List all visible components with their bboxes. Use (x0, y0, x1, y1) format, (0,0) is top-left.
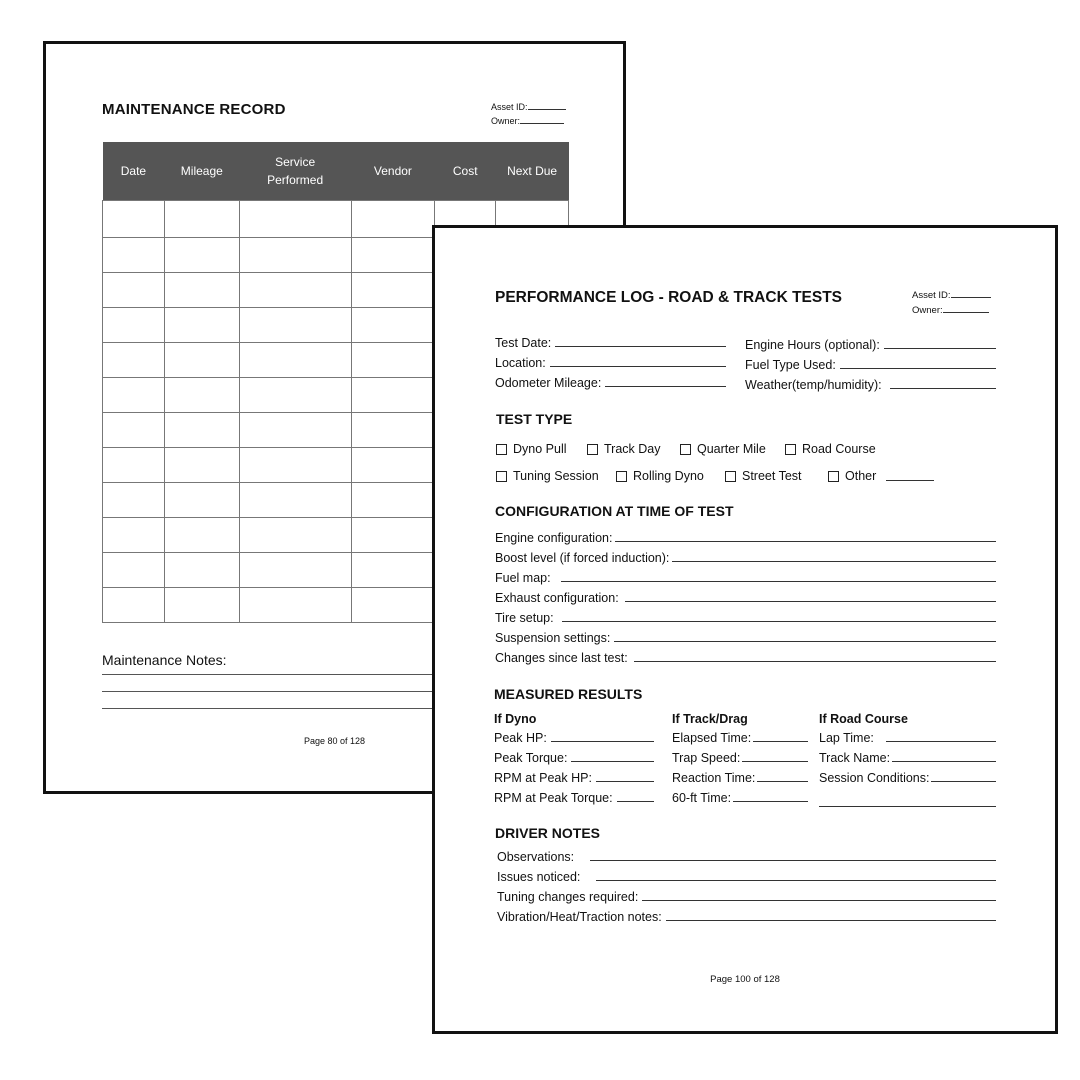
table-cell[interactable] (164, 378, 239, 413)
table-cell[interactable] (351, 378, 435, 413)
field-label: Exhaust configuration: (495, 591, 619, 605)
configuration-field[interactable] (495, 651, 996, 665)
drag-result-field[interactable] (672, 731, 808, 745)
column-header: Service Performed (239, 142, 351, 201)
road-result-field[interactable] (819, 751, 996, 765)
configuration-field[interactable] (495, 571, 996, 585)
field-label: Weather(temp/humidity): (745, 378, 882, 392)
field-label: Fuel map: (495, 571, 551, 585)
table-cell[interactable] (239, 201, 351, 238)
checkbox-label: Quarter Mile (697, 442, 766, 456)
table-cell[interactable] (239, 413, 351, 448)
table-cell[interactable] (103, 308, 165, 343)
field-label: Engine configuration: (495, 531, 613, 545)
checkbox-label: Tuning Session (513, 469, 599, 483)
field-label: Changes since last test: (495, 651, 628, 665)
table-cell[interactable] (239, 378, 351, 413)
field-label: Boost level (if forced induction): (495, 551, 670, 565)
table-cell[interactable] (164, 413, 239, 448)
results-heading: MEASURED RESULTS (494, 686, 643, 702)
field-label: Peak Torque: (494, 751, 568, 765)
page-title: PERFORMANCE LOG - ROAD & TRACK TESTS (495, 289, 843, 306)
road-result-field[interactable] (819, 771, 996, 785)
table-cell[interactable] (239, 553, 351, 588)
drag-column-heading: If Track/Drag (672, 712, 748, 726)
column-header: Next Due (496, 142, 569, 201)
configuration-field[interactable] (495, 551, 996, 565)
table-cell[interactable] (164, 201, 239, 238)
driver-notes-field[interactable] (497, 890, 996, 904)
checkbox-label: Rolling Dyno (633, 469, 704, 483)
checkbox-road-course[interactable] (785, 442, 876, 456)
table-cell[interactable] (351, 518, 435, 553)
field-label: Reaction Time: (672, 771, 756, 785)
field-label: Fuel Type Used: (745, 358, 836, 372)
asset-id-field (912, 288, 991, 301)
checkbox-icon[interactable] (680, 444, 691, 455)
checkbox-other[interactable] (828, 469, 934, 483)
table-cell[interactable] (164, 483, 239, 518)
configuration-field[interactable] (495, 591, 996, 605)
table-cell[interactable] (239, 308, 351, 343)
table-cell[interactable] (351, 273, 435, 308)
field-label: Issues noticed: (497, 870, 581, 884)
test-date-field[interactable] (495, 336, 726, 350)
table-cell[interactable] (351, 588, 435, 623)
table-cell[interactable] (103, 343, 165, 378)
configuration-heading: CONFIGURATION AT TIME OF TEST (495, 503, 734, 519)
road-column-heading: If Road Course (819, 712, 908, 726)
table-cell[interactable] (103, 201, 165, 238)
driver-notes-heading: DRIVER NOTES (495, 825, 601, 841)
checkbox-icon[interactable] (616, 471, 627, 482)
field-label: RPM at Peak Torque: (494, 791, 613, 805)
checkbox-label: Street Test (742, 469, 802, 483)
driver-notes-field[interactable] (497, 870, 996, 884)
dyno-result-field[interactable] (494, 751, 654, 765)
table-cell[interactable] (164, 308, 239, 343)
configuration-field[interactable] (495, 631, 996, 645)
field-label: Vibration/Heat/Traction notes: (497, 910, 662, 924)
asset-id-label: Asset ID: (491, 102, 528, 112)
column-header: Vendor (351, 142, 435, 201)
dyno-result-field[interactable] (494, 791, 654, 805)
table-cell[interactable] (351, 413, 435, 448)
asset-id-label: Asset ID: (912, 290, 951, 301)
dyno-column-heading: If Dyno (494, 712, 537, 726)
dyno-result-field[interactable] (494, 731, 654, 745)
table-cell[interactable] (164, 518, 239, 553)
table-cell[interactable] (103, 448, 165, 483)
page-number: Page 100 of 128 (710, 974, 780, 985)
owner-field (491, 114, 564, 126)
table-cell[interactable] (239, 238, 351, 273)
asset-id-field (491, 100, 566, 112)
checkbox-rolling-dyno[interactable] (616, 469, 704, 483)
field-label: Tire setup: (495, 611, 554, 625)
field-label: Observations: (497, 850, 575, 864)
table-cell[interactable] (351, 553, 435, 588)
owner-label: Owner: (491, 116, 521, 126)
table-cell[interactable] (239, 448, 351, 483)
table-cell[interactable] (351, 308, 435, 343)
table-cell[interactable] (103, 553, 165, 588)
weather-field[interactable] (745, 378, 996, 392)
other-input-line[interactable] (886, 472, 934, 481)
field-label: 60-ft Time: (672, 791, 732, 805)
field-label: Elapsed Time: (672, 731, 752, 745)
field-label: Lap Time: (819, 731, 874, 745)
table-cell[interactable] (103, 518, 165, 553)
table-cell[interactable] (164, 238, 239, 273)
location-field[interactable] (495, 356, 726, 370)
field-label: Tuning changes required: (497, 890, 639, 904)
table-cell[interactable] (103, 483, 165, 518)
page-number: Page 80 of 128 (303, 736, 366, 746)
table-cell[interactable] (103, 238, 165, 273)
field-label: Track Name: (819, 751, 891, 765)
table-cell[interactable] (351, 343, 435, 378)
page-title: MAINTENANCE RECORD (102, 101, 286, 118)
configuration-field[interactable] (495, 611, 996, 625)
column-header: Mileage (164, 142, 239, 201)
checkbox-street-test[interactable] (725, 469, 802, 483)
table-cell[interactable] (103, 378, 165, 413)
odometer-field[interactable] (495, 376, 726, 390)
checkbox-tuning-session[interactable] (496, 469, 599, 483)
checkbox-icon[interactable] (496, 471, 507, 482)
table-cell[interactable] (351, 238, 435, 273)
drag-result-field[interactable] (672, 751, 808, 765)
checkbox-icon[interactable] (785, 444, 796, 455)
table-cell[interactable] (239, 483, 351, 518)
drag-result-field[interactable] (672, 791, 808, 805)
table-header-row (103, 142, 569, 201)
checkbox-label: Other (845, 469, 877, 483)
driver-notes-field[interactable] (497, 850, 996, 864)
checkbox-label: Track Day (604, 442, 661, 456)
field-label: Session Conditions: (819, 771, 930, 785)
road-extra-line[interactable] (819, 806, 996, 807)
table-cell[interactable] (103, 413, 165, 448)
checkbox-icon[interactable] (496, 444, 507, 455)
table-cell[interactable] (164, 343, 239, 378)
notes-label: Maintenance Notes: (102, 652, 227, 668)
test-type-heading: TEST TYPE (496, 411, 573, 427)
driver-notes-field[interactable] (497, 910, 996, 924)
checkbox-label: Dyno Pull (513, 442, 567, 456)
field-label: Peak HP: (494, 731, 547, 745)
configuration-field[interactable] (495, 531, 996, 545)
table-cell[interactable] (164, 553, 239, 588)
field-label: Suspension settings: (495, 631, 611, 645)
checkbox-icon[interactable] (828, 471, 839, 482)
table-cell[interactable] (103, 588, 165, 623)
table-cell[interactable] (164, 448, 239, 483)
table-cell[interactable] (239, 588, 351, 623)
table-cell[interactable] (164, 588, 239, 623)
checkbox-icon[interactable] (725, 471, 736, 482)
table-cell[interactable] (351, 448, 435, 483)
field-label: RPM at Peak HP: (494, 771, 592, 785)
table-cell[interactable] (103, 273, 165, 308)
table-cell[interactable] (239, 273, 351, 308)
field-label: Test Date: (495, 336, 552, 350)
checkbox-label: Road Course (802, 442, 876, 456)
field-label: Trap Speed: (672, 751, 741, 765)
performance-log-page (432, 225, 1058, 1034)
engine-hours-field[interactable] (745, 338, 996, 352)
column-header: Cost (435, 142, 496, 201)
owner-field (912, 303, 989, 316)
checkbox-quarter-mile[interactable] (680, 442, 766, 456)
field-label: Odometer Mileage: (495, 376, 602, 390)
table-cell[interactable] (164, 273, 239, 308)
fuel-type-field[interactable] (745, 358, 996, 372)
checkbox-track-day[interactable] (587, 442, 661, 456)
road-result-field[interactable] (819, 731, 996, 745)
column-header: Date (103, 142, 165, 201)
table-cell[interactable] (351, 201, 435, 238)
table-cell[interactable] (239, 518, 351, 553)
owner-label: Owner: (912, 305, 943, 316)
table-cell[interactable] (239, 343, 351, 378)
dyno-result-field[interactable] (494, 771, 654, 785)
field-label: Engine Hours (optional): (745, 338, 880, 352)
table-cell[interactable] (351, 483, 435, 518)
checkbox-icon[interactable] (587, 444, 598, 455)
checkbox-dyno-pull[interactable] (496, 442, 567, 456)
field-label: Location: (495, 356, 546, 370)
drag-result-field[interactable] (672, 771, 808, 785)
